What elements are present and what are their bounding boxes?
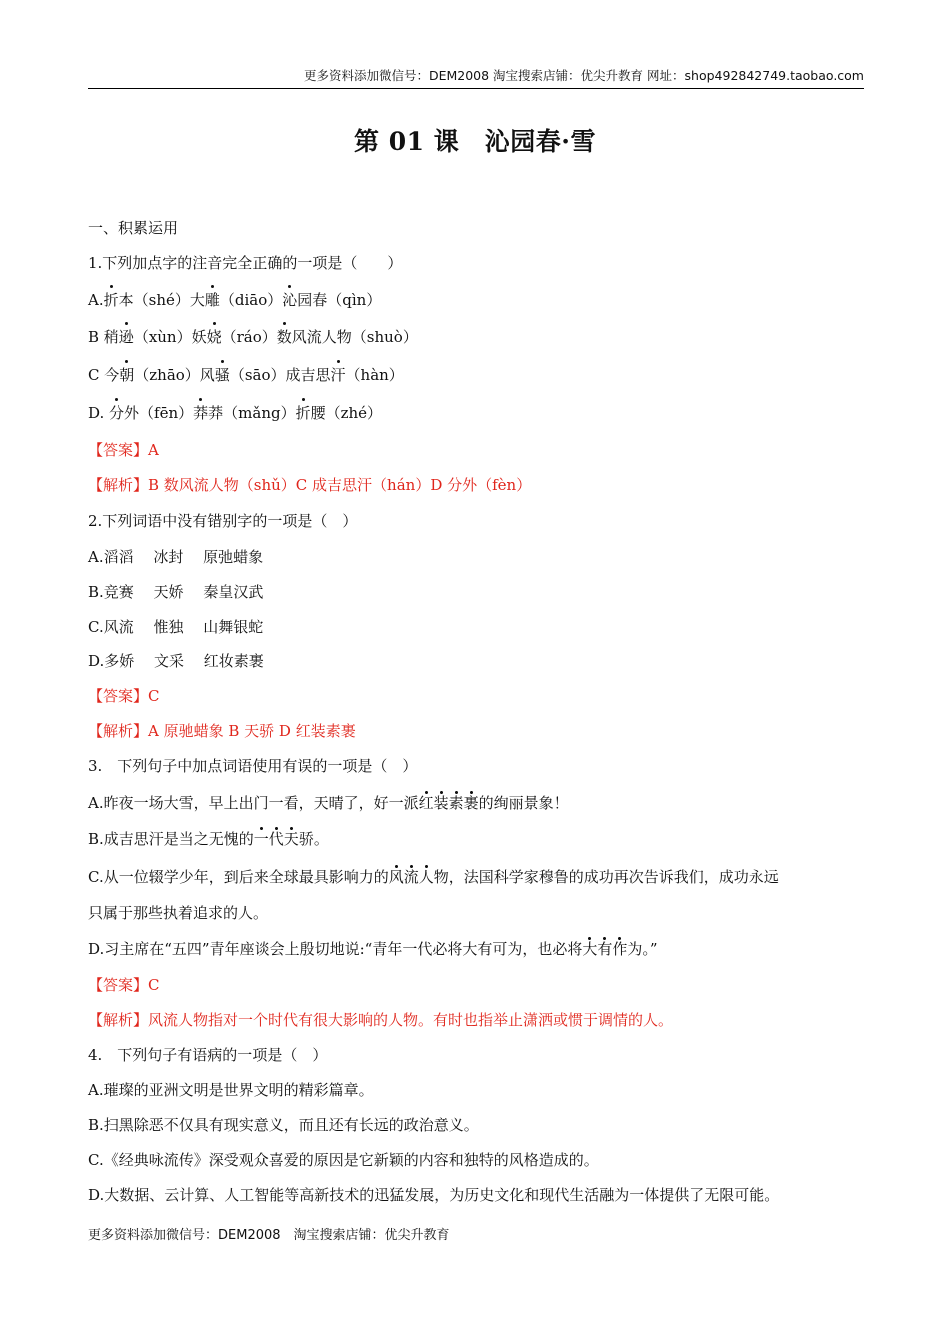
page-title: 第 01 课 沁园春·雪 [354,127,596,156]
q4-option-d: D.大数据、云计算、人工智能等高新技术的迅猛发展，为历史文化和现代生活融为一体提供了无限可能。 [88,1186,780,1204]
dotted-phrase: 大有作 [582,936,627,958]
dotted-phrase: 风流人 [389,864,434,886]
q1-option-b: B 稍逊（xùn）妖娆（ráo）数风流人物（shuò） [88,328,418,346]
page-footer: 更多资料添加微信号：DEM2008 淘宝搜索店铺：优尖升教育 [88,1228,450,1243]
q2-answer: 【答案】C [88,687,160,705]
q3-option-c-cont: 只属于那些执着追求的人。 [88,904,269,922]
q2-option-c: C.风流 惟独 山舞银蛇 [88,618,264,636]
q3-option-c: C.从一位辍学少年，到后来全球最具影响力的风流人物，法国科学家穆鲁的成功再次告诉我们，成功永远 [88,866,779,888]
q2-stem: 2.下列词语中没有错别字的一项是（ ） [88,512,358,530]
dotted-phrase: 一代天 [254,826,299,848]
q2-option-d: D.多娇 文采 红妆素裹 [88,652,264,670]
q3-analysis: 【解析】风流人物指对一个时代有很大影响的人物。有时也指举止潇洒或惯于调情的人。 [88,1011,674,1029]
q2-option-a: A.滔滔 冰封 原弛蜡象 [88,548,264,566]
q2-option-b: B.竞赛 天娇 秦皇汉武 [88,583,264,601]
q4-option-b: B.扫黑除恶不仅具有现实意义，而且还有长远的政治意义。 [88,1116,479,1134]
q1-option-a: A.折本（shé）大雕（diāo）沁园春（qìn） [88,291,382,309]
q3-option-a: A.昨夜一场大雪，早上出门一看，天晴了，好一派红装素裹的绚丽景象！ [88,792,569,814]
q4-stem: 4. 下列句子有语病的一项是（ ） [88,1046,328,1064]
q1-analysis: 【解析】B 数风流人物（shǔ）C 成吉思汗（hán）D 分外（fèn） [88,476,532,494]
dotted-phrase: 红装素裹 [419,790,479,812]
q3-option-b: B.成吉思汗是当之无愧的一代天骄。 [88,828,329,850]
q3-option-d: D.习主席在“五四”青年座谈会上殷切地说:“青年一代必将大有可为，也必将大有作为。” [88,938,658,960]
q1-answer: 【答案】A [88,441,159,459]
q3-stem: 3. 下列句子中加点词语使用有误的一项是（ ） [88,757,418,775]
q4-option-c: C.《经典咏流传》深受观众喜爱的原因是它新颖的内容和独特的风格造成的。 [88,1151,599,1169]
q2-analysis: 【解析】A 原驰蜡象 B 天骄 D 红装素裹 [88,722,356,740]
section-heading: 一、积累运用 [88,219,179,237]
page-header: 更多资料添加微信号：DEM2008 淘宝搜索店铺：优尖升教育 网址：shop492842749.taobao.com [88,66,864,89]
q4-option-a: A.璀璨的亚洲文明是世界文明的精彩篇章。 [88,1081,374,1099]
q1-option-d: D. 分外（fēn）莽莽（mǎng）折腰（zhé） [88,404,383,422]
q1-option-c: C 今朝（zhāo）风骚（sāo）成吉思汗（hàn） [88,366,404,384]
q3-answer: 【答案】C [88,976,160,994]
q1-stem: 1.下列加点字的注音完全正确的一项是（ ） [88,254,403,272]
